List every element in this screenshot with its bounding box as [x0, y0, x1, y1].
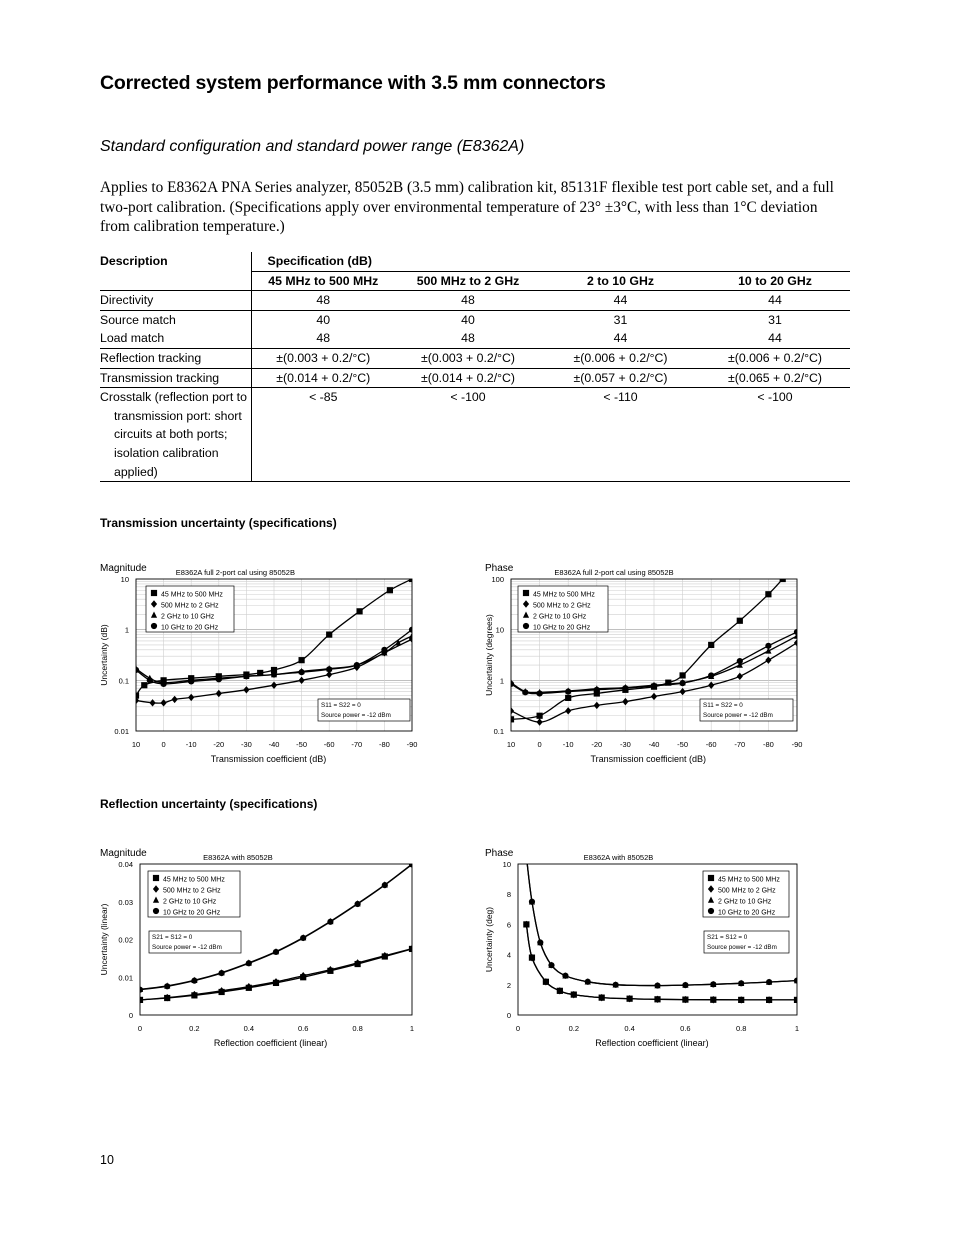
series-marker [765, 591, 771, 597]
y-tick-label: 10 [120, 575, 129, 584]
x-tick-label: 0.8 [352, 1024, 363, 1033]
table-row [100, 291, 850, 311]
legend-label: 2 GHz to 10 GHz [163, 898, 217, 906]
y-tick-label: 0.04 [118, 860, 133, 869]
y-tick-label: 0 [128, 1011, 133, 1020]
reflection-section-heading: Reflection uncertainty (specifications) [100, 797, 318, 811]
note-text: S11 = S22 = 0 [321, 702, 361, 709]
series-marker [299, 669, 305, 675]
note-text: S21 = S12 = 0 [152, 934, 193, 941]
table-row [100, 368, 850, 388]
x-tick-label: 10 [506, 740, 516, 749]
series-marker [246, 960, 252, 966]
series-marker [153, 875, 159, 881]
x-tick-label: 0.2 [568, 1024, 580, 1033]
series-marker [765, 643, 771, 649]
series-marker [737, 658, 743, 664]
series-marker [565, 688, 571, 694]
series-marker [133, 667, 139, 673]
transmission-section-heading: Transmission uncertainty (specifications) [100, 516, 337, 530]
series-line [140, 949, 412, 1000]
y-tick-label: 0.01 [118, 973, 133, 983]
series-marker [523, 590, 529, 596]
series-marker [737, 673, 743, 680]
y-tick-label: 2 [506, 980, 511, 990]
cell-value: 31 [613, 312, 628, 327]
series-marker [137, 987, 143, 993]
series-marker [387, 587, 393, 593]
series-marker [216, 676, 222, 682]
series-marker [680, 672, 686, 678]
note-text: Source power = -12 dBm [707, 944, 777, 951]
x-axis-label: Reflection coefficient (linear) [595, 1038, 709, 1048]
chart-title: E8362A with 85052B [203, 853, 273, 862]
series-marker [710, 981, 716, 987]
cell-value: 40 [461, 312, 475, 327]
series-marker [409, 627, 415, 633]
chart-title: E8362A full 2-port cal using 85052B [175, 568, 295, 577]
series-marker [794, 977, 800, 983]
cell-value: < -100 [395, 388, 541, 482]
y-tick-label: 8 [506, 890, 511, 900]
x-tick-label: -60 [705, 740, 717, 749]
series-marker [622, 698, 628, 705]
x-tick-label: 0.8 [735, 1024, 747, 1033]
series-marker [780, 576, 786, 582]
series-marker [708, 672, 714, 678]
cell-value: 48 [395, 291, 541, 311]
x-tick-label: 0 [537, 740, 542, 749]
note-text: Source power = -12 dBm [321, 712, 391, 719]
note-text: Source power = -12 dBm [703, 712, 773, 719]
x-axis-label: Reflection coefficient (linear) [213, 1038, 328, 1048]
series-marker [271, 671, 277, 677]
series-marker [191, 978, 197, 984]
x-tick-label: -20 [591, 740, 603, 749]
row-label [100, 388, 251, 482]
x-tick-label: 0.6 [680, 1024, 691, 1033]
cell-value: 48 [251, 291, 395, 311]
series-marker [161, 681, 167, 687]
band-header-row [100, 271, 850, 291]
note-text: S21 = S12 = 0 [707, 934, 748, 941]
x-tick-label: 0 [515, 1024, 521, 1033]
y-tick-label: 0.03 [118, 897, 133, 907]
intro-paragraph: Applies to E8362A PNA Series analyzer, 85052B (3.5 mm) calibration kit, 85131F flexible test port cable set, and a full two-port calibration. (Specifications apply over environmental temperature of 23° ±3°C, with less than 1°C deviation from calibration temperature.) [100, 179, 834, 235]
row-label-line: applied) [114, 464, 158, 479]
series-marker [529, 899, 535, 905]
reflection-magnitude-chart [95, 842, 425, 1052]
legend-label: 500 MHz to 2 GHz [161, 602, 219, 610]
row-label-line: circuits at both ports; [114, 427, 228, 442]
y-tick-label: 0.02 [118, 935, 133, 945]
row-label: Source match [100, 312, 176, 327]
band-header: 500 MHz to 2 GHz [395, 271, 541, 291]
cell-value: ±(0.057 + 0.2/°C) [541, 368, 700, 388]
legend-label: 45 MHz to 500 MHz [163, 876, 225, 884]
series-marker [355, 901, 361, 907]
y-axis-label: Uncertainty (degrees) [484, 614, 494, 696]
series-marker [243, 686, 249, 693]
series-marker [794, 639, 800, 646]
description-header: Description [100, 254, 168, 268]
series-marker [651, 693, 657, 700]
series-marker [327, 919, 333, 925]
x-tick-label: -30 [619, 740, 631, 749]
cell-value: 48 [251, 329, 395, 348]
series-marker [708, 642, 714, 648]
table-row [100, 388, 850, 482]
series-marker [164, 983, 170, 989]
x-tick-label: -20 [213, 740, 225, 749]
series-marker [651, 683, 657, 689]
series-marker [219, 970, 225, 976]
series-marker [522, 689, 528, 695]
y-tick-label: 0.01 [114, 727, 129, 736]
chart-corner-label: Magnitude [100, 848, 147, 859]
legend-label: 10 GHz to 20 GHz [161, 624, 219, 632]
x-tick-label: 0.2 [189, 1024, 200, 1033]
series-marker [594, 702, 600, 709]
x-axis-label: Transmission coefficient (dB) [590, 754, 707, 764]
series-marker [766, 979, 772, 985]
x-tick-label: -90 [406, 740, 418, 749]
row-label: Reflection tracking [100, 348, 251, 368]
y-tick-label: 100 [491, 575, 504, 584]
x-tick-label: 1 [794, 1024, 800, 1033]
note-text: S11 = S22 = 0 [703, 702, 743, 709]
series-marker [537, 690, 543, 696]
series-marker [585, 979, 591, 985]
row-label-line: Crosstalk (reflection port to [100, 390, 247, 405]
cell-value: < -100 [700, 388, 850, 482]
legend-label: 10 GHz to 20 GHz [533, 624, 591, 632]
section-subtitle: Standard configuration and standard power range (E8362A) [100, 138, 525, 155]
series-marker [356, 608, 362, 614]
series-marker [273, 949, 279, 955]
note-text: Source power = -12 dBm [152, 944, 222, 951]
x-tick-label: -90 [791, 740, 803, 749]
legend-label: 10 GHz to 20 GHz [163, 909, 221, 917]
x-tick-label: -50 [296, 740, 308, 749]
series-marker [243, 673, 249, 679]
table-row [100, 329, 850, 348]
series-marker [151, 623, 157, 629]
cell-value: ±(0.003 + 0.2/°C) [251, 348, 395, 368]
legend-label: 2 GHz to 10 GHz [533, 613, 587, 621]
series-marker [537, 718, 543, 725]
x-tick-label: -40 [648, 740, 660, 749]
chart-title: E8362A with 85052B [583, 853, 654, 862]
series-marker [300, 935, 306, 941]
legend-label: 500 MHz to 2 GHz [718, 887, 776, 895]
series-marker [708, 908, 714, 914]
page-title: Corrected system performance with 3.5 mm connectors [100, 72, 606, 94]
row-label: Directivity [100, 291, 251, 311]
series-marker [326, 666, 332, 672]
cell-value: ±(0.014 + 0.2/°C) [395, 368, 541, 388]
y-tick-label: 6 [506, 920, 511, 930]
cell-value: 40 [251, 310, 395, 329]
legend-label: 500 MHz to 2 GHz [533, 602, 591, 610]
x-tick-label: 0.4 [243, 1024, 255, 1033]
series-marker [565, 695, 571, 701]
series-marker [382, 882, 388, 888]
series-marker [147, 677, 153, 683]
series-marker [654, 982, 660, 988]
series-marker [737, 618, 743, 624]
row-label-line: transmission port: short [114, 408, 242, 423]
cell-value: < -85 [251, 388, 395, 482]
x-tick-label: -70 [734, 740, 746, 749]
x-tick-label: -10 [185, 740, 197, 749]
table-header-row [100, 252, 850, 271]
y-tick-label: 0.1 [118, 676, 129, 686]
series-marker [141, 682, 147, 688]
x-tick-label: 0.6 [297, 1024, 309, 1033]
chart-corner-label: Phase [485, 563, 514, 574]
series-marker [680, 680, 686, 686]
chart-corner-label: Phase [485, 848, 514, 859]
y-tick-label: 10 [502, 860, 511, 869]
series-marker [409, 861, 415, 867]
series-marker [326, 631, 332, 637]
cell-value: < -110 [541, 388, 700, 482]
specification-table [100, 252, 850, 482]
series-marker [537, 939, 543, 945]
series-marker [381, 647, 387, 653]
x-tick-label: -80 [378, 740, 390, 749]
x-tick-label: -70 [351, 740, 363, 749]
series-line [140, 949, 412, 1000]
y-axis-label: Uncertainty (linear) [99, 903, 109, 976]
x-tick-label: -50 [677, 740, 689, 749]
series-marker [565, 707, 571, 714]
series-marker [151, 590, 157, 596]
x-tick-label: 0.4 [624, 1024, 635, 1033]
band-header: 10 to 20 GHz [700, 271, 850, 291]
table-row [100, 310, 850, 329]
cell-value: 44 [541, 329, 700, 348]
y-tick-label: 0.1 [493, 727, 504, 736]
series-marker [508, 716, 514, 722]
x-tick-label: -80 [762, 740, 774, 749]
x-axis-label: Transmission coefficient (dB) [210, 754, 327, 764]
x-tick-label: -30 [240, 740, 252, 749]
transmission-magnitude-chart [95, 560, 425, 775]
y-axis-label: Uncertainty (dB) [99, 624, 109, 686]
series-marker [794, 629, 800, 635]
series-marker [188, 694, 194, 701]
legend-label: 45 MHz to 500 MHz [718, 876, 780, 884]
y-tick-label: 0 [506, 1011, 511, 1020]
series-marker [216, 690, 222, 697]
chart-corner-label: Magnitude [100, 563, 147, 574]
cell-value: ±(0.003 + 0.2/°C) [395, 348, 541, 368]
series-marker [523, 623, 529, 629]
band-header: 45 MHz to 500 MHz [251, 271, 395, 291]
cell-value: 48 [395, 329, 541, 348]
x-tick-label: 1 [409, 1024, 415, 1033]
cell-value: 44 [541, 291, 700, 311]
cell-value: ±(0.014 + 0.2/°C) [251, 368, 395, 388]
band-header: 2 to 10 GHz [541, 271, 700, 291]
page-number: 10 [100, 1153, 114, 1167]
x-tick-label: 10 [131, 740, 141, 749]
series-marker [172, 696, 178, 703]
reflection-phase-chart [480, 842, 810, 1052]
chart-title: E8362A full 2-port cal using 85052B [554, 568, 674, 577]
series-marker [708, 875, 714, 881]
series-marker [680, 688, 686, 695]
series-marker [508, 681, 514, 687]
x-tick-label: -60 [323, 740, 335, 749]
series-marker [409, 632, 415, 638]
legend-label: 500 MHz to 2 GHz [163, 887, 221, 895]
series-marker [594, 687, 600, 693]
cell-value: 44 [700, 291, 850, 311]
series-marker [188, 678, 194, 684]
series-marker [409, 576, 415, 582]
legend-label: 2 GHz to 10 GHz [161, 613, 215, 621]
series-marker [537, 713, 543, 719]
row-label: Transmission tracking [100, 368, 251, 388]
series-marker [622, 685, 628, 691]
series-marker [508, 707, 514, 714]
series-marker [765, 656, 771, 663]
series-marker [562, 973, 568, 979]
series-marker [153, 908, 159, 914]
x-tick-label: -40 [268, 740, 280, 749]
series-marker [738, 980, 744, 986]
legend-label: 10 GHz to 20 GHz [718, 909, 776, 917]
series-marker [682, 982, 688, 988]
x-tick-label: 0 [137, 1024, 143, 1033]
y-axis-label: Uncertainty (deg) [484, 906, 494, 973]
row-label: Load match [100, 329, 251, 348]
y-tick-label: 1 [499, 676, 504, 686]
spec-header: Specification (dB) [251, 252, 850, 271]
series-marker [548, 962, 554, 968]
legend-label: 45 MHz to 500 MHz [533, 591, 595, 599]
cell-value: ±(0.006 + 0.2/°C) [541, 348, 700, 368]
y-tick-label: 4 [506, 950, 511, 960]
cell-value: ±(0.006 + 0.2/°C) [700, 348, 850, 368]
legend-label: 2 GHz to 10 GHz [718, 898, 772, 906]
cell-value: ±(0.065 + 0.2/°C) [700, 368, 850, 388]
legend-label: 45 MHz to 500 MHz [161, 591, 223, 599]
row-label-line: isolation calibration [114, 445, 219, 460]
cell-value: 31 [768, 312, 782, 327]
transmission-phase-chart [480, 560, 810, 775]
series-marker [354, 662, 360, 668]
x-tick-label: 0 [161, 740, 166, 749]
series-marker [299, 657, 305, 663]
x-tick-label: -10 [562, 740, 574, 749]
table-row [100, 348, 850, 368]
y-tick-label: 1 [124, 625, 129, 635]
y-tick-label: 10 [495, 625, 504, 635]
cell-value: 44 [700, 329, 850, 348]
series-marker [613, 982, 619, 988]
